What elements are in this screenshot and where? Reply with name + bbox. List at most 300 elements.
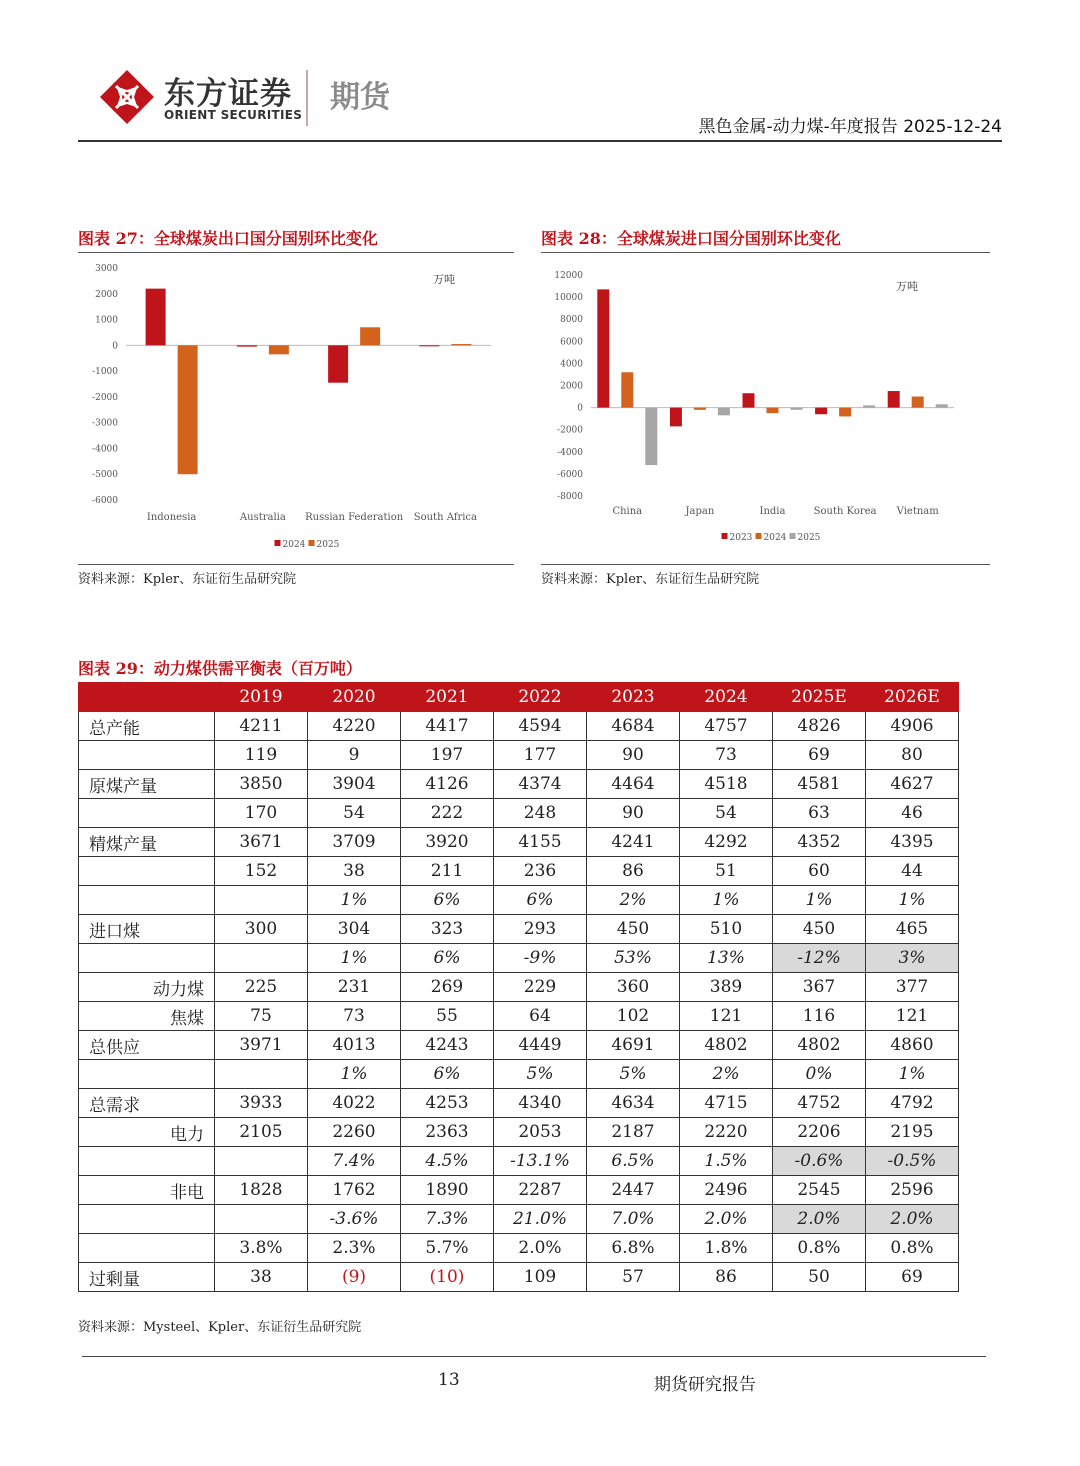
- figure-28-bottom-rule: [541, 564, 990, 565]
- table-cell: 236: [494, 857, 587, 886]
- legend-label-2024: 2024: [282, 540, 306, 550]
- table-29-source: 资料来源：Mysteel、Kpler、东证衍生品研究院: [78, 1320, 362, 1335]
- table-cell: 90: [587, 741, 680, 770]
- table-cell: 231: [308, 973, 401, 1002]
- row-label: [79, 1060, 215, 1089]
- table-cell: 0%: [773, 1060, 866, 1089]
- header-cell-year: 2023: [587, 683, 680, 712]
- table-cell: 3971: [215, 1031, 308, 1060]
- bar-2023-india: [743, 393, 755, 407]
- table-cell: 7.4%: [308, 1147, 401, 1176]
- table-row: [79, 1118, 959, 1147]
- table-29-title: 图表 29：动力煤供需平衡表（百万吨）: [78, 659, 362, 678]
- table-cell: 360: [587, 973, 680, 1002]
- table-cell: 2.0%: [773, 1205, 866, 1234]
- row-label: 非电: [79, 1176, 215, 1205]
- table-cell: 69: [866, 1263, 959, 1292]
- table-cell: 119: [215, 741, 308, 770]
- table-cell: 80: [866, 741, 959, 770]
- category-label: Japan: [685, 506, 715, 517]
- y-tick-label: 4000: [560, 359, 583, 370]
- table-cell: 1828: [215, 1176, 308, 1205]
- table-cell: 44: [866, 857, 959, 886]
- table-cell: 4211: [215, 712, 308, 741]
- table-cell: 1%: [308, 886, 401, 915]
- table-cell: 63: [773, 799, 866, 828]
- table-cell: 6%: [401, 944, 494, 973]
- table-row: [79, 886, 959, 915]
- table-cell: 389: [680, 973, 773, 1002]
- table-cell: 4684: [587, 712, 680, 741]
- y-tick-label: 3000: [95, 264, 118, 274]
- header-cell-year: 2024: [680, 683, 773, 712]
- table-cell: 0.8%: [773, 1234, 866, 1263]
- table-cell: 54: [680, 799, 773, 828]
- table-cell: 3671: [215, 828, 308, 857]
- table-cell: 4.5%: [401, 1147, 494, 1176]
- table-cell: 4352: [773, 828, 866, 857]
- bar-2024-south-africa: [419, 345, 439, 346]
- table-cell: 3709: [308, 828, 401, 857]
- y-tick-label: -1000: [92, 367, 118, 378]
- legend-label-2025: 2025: [797, 533, 821, 543]
- figure-27: [78, 226, 514, 586]
- y-tick-label: -6000: [92, 496, 118, 506]
- y-tick-label: 0: [112, 341, 118, 352]
- table-cell: 2%: [680, 1060, 773, 1089]
- header-cell-year: 2020: [308, 683, 401, 712]
- table-cell: 2053: [494, 1118, 587, 1147]
- row-label: 原煤产量: [79, 770, 215, 799]
- bar-2024-south-korea: [839, 408, 851, 417]
- bar-2025-russian-federation: [360, 327, 380, 345]
- table-cell: 3.8%: [215, 1234, 308, 1263]
- row-label: [79, 1205, 215, 1234]
- table-cell: 4464: [587, 770, 680, 799]
- table-cell: 121: [680, 1002, 773, 1031]
- table-cell: 177: [494, 741, 587, 770]
- table-cell: 7.0%: [587, 1205, 680, 1234]
- legend-swatch-2025: [790, 533, 796, 539]
- y-tick-label: 8000: [560, 315, 583, 326]
- category-label: India: [759, 506, 786, 517]
- table-cell: [215, 1060, 308, 1089]
- table-cell: 38: [308, 857, 401, 886]
- table-cell: 38: [215, 1263, 308, 1292]
- logo-divider: [306, 70, 308, 126]
- table-cell: 5%: [587, 1060, 680, 1089]
- table-row: [79, 741, 959, 770]
- table-cell: 69: [773, 741, 866, 770]
- bar-2025-indonesia: [178, 345, 198, 474]
- row-label: 焦煤: [79, 1002, 215, 1031]
- figure-28: [541, 226, 990, 586]
- bar-2024-japan: [694, 408, 706, 410]
- table-cell: 86: [680, 1263, 773, 1292]
- page-number: 13: [438, 1370, 460, 1390]
- header-cell-year: 2022: [494, 683, 587, 712]
- header-cell-year: 2025E: [773, 683, 866, 712]
- table-row: [79, 1002, 959, 1031]
- table-cell: 170: [215, 799, 308, 828]
- bar-2023-japan: [670, 408, 682, 427]
- table-cell: 4449: [494, 1031, 587, 1060]
- table-cell: 73: [308, 1002, 401, 1031]
- row-label: 动力煤: [79, 973, 215, 1002]
- table-cell: 465: [866, 915, 959, 944]
- table-cell: 1762: [308, 1176, 401, 1205]
- table-cell: 6%: [401, 1060, 494, 1089]
- table-cell: 1.5%: [680, 1147, 773, 1176]
- legend-swatch-2025: [309, 540, 315, 546]
- table-row: [79, 1263, 959, 1292]
- row-label: [79, 1147, 215, 1176]
- category-label: South Korea: [813, 506, 877, 517]
- table-cell: 4792: [866, 1089, 959, 1118]
- figure-27-source: 资料来源：Kpler、东证衍生品研究院: [78, 572, 297, 587]
- report-title: 黑色金属-动力煤-年度报告 2025-12-24: [698, 117, 1002, 137]
- y-tick-label: -5000: [92, 470, 118, 481]
- header-cell-year: 2019: [215, 683, 308, 712]
- table-cell: 4253: [401, 1089, 494, 1118]
- supply-demand-table: [78, 682, 959, 1292]
- table-cell: 2287: [494, 1176, 587, 1205]
- table-cell: 53%: [587, 944, 680, 973]
- figure-27-bottom-rule: [78, 564, 514, 565]
- row-label: 精煤产量: [79, 828, 215, 857]
- table-row: [79, 973, 959, 1002]
- table-cell: 73: [680, 741, 773, 770]
- table-cell: 4292: [680, 828, 773, 857]
- y-tick-label: -2000: [557, 425, 583, 436]
- table-cell: 1%: [866, 886, 959, 915]
- y-tick-label: -2000: [92, 392, 118, 403]
- brand-name-cn: 东方证券: [164, 76, 292, 112]
- table-cell: 377: [866, 973, 959, 1002]
- table-cell: 2.0%: [866, 1205, 959, 1234]
- y-tick-label: 2000: [95, 289, 118, 300]
- table-cell: 2220: [680, 1118, 773, 1147]
- figure-28-top-rule: [541, 252, 990, 253]
- export-change-chart: [78, 258, 514, 568]
- table-cell: 293: [494, 915, 587, 944]
- category-label: South Africa: [413, 512, 477, 523]
- bar-2025-south-africa: [451, 344, 471, 345]
- table-cell: 4860: [866, 1031, 959, 1060]
- table-cell: [215, 886, 308, 915]
- table-cell: 1%: [308, 944, 401, 973]
- y-tick-label: -4000: [92, 444, 118, 455]
- row-label: 总产能: [79, 712, 215, 741]
- table-cell: 6%: [494, 886, 587, 915]
- table-cell: 60: [773, 857, 866, 886]
- table-cell: 9: [308, 741, 401, 770]
- table-cell: 4826: [773, 712, 866, 741]
- table-cell: 248: [494, 799, 587, 828]
- category-label: Vietnam: [896, 506, 939, 517]
- table-cell: 109: [494, 1263, 587, 1292]
- table-cell: -0.5%: [866, 1147, 959, 1176]
- table-cell: 3850: [215, 770, 308, 799]
- table-row: [79, 857, 959, 886]
- legend-label-2024: 2024: [763, 533, 787, 543]
- brand-name-en: ORIENT SECURITIES: [164, 108, 303, 122]
- table-cell: 197: [401, 741, 494, 770]
- table-cell: 21.0%: [494, 1205, 587, 1234]
- table-cell: 450: [773, 915, 866, 944]
- table-cell: 4906: [866, 712, 959, 741]
- table-cell: 2596: [866, 1176, 959, 1205]
- y-tick-label: -8000: [557, 492, 583, 502]
- table-cell: [215, 1147, 308, 1176]
- footer-rule: [82, 1356, 986, 1357]
- figure-27-title: 图表 27：全球煤炭出口国分国别环比变化: [78, 229, 378, 248]
- table-row: [79, 1205, 959, 1234]
- row-label: [79, 799, 215, 828]
- table-cell: -3.6%: [308, 1205, 401, 1234]
- unit-label: 万吨: [896, 280, 918, 293]
- bar-2025-south-korea: [863, 405, 875, 407]
- table-cell: [215, 944, 308, 973]
- page-header: [78, 60, 1002, 142]
- footer-label: 期货研究报告: [654, 1375, 756, 1395]
- table-cell: 2545: [773, 1176, 866, 1205]
- header-cell-year: 2021: [401, 683, 494, 712]
- figure-28-source: 资料来源：Kpler、东证衍生品研究院: [541, 572, 760, 587]
- table-cell: 7.3%: [401, 1205, 494, 1234]
- category-label: China: [612, 506, 643, 517]
- row-label: [79, 857, 215, 886]
- table-cell: 2195: [866, 1118, 959, 1147]
- table-cell: 4022: [308, 1089, 401, 1118]
- y-tick-label: 1000: [95, 315, 118, 326]
- table-cell: 64: [494, 1002, 587, 1031]
- table-row: [79, 799, 959, 828]
- legend-swatch-2023: [722, 533, 728, 539]
- y-tick-label: -3000: [92, 418, 118, 429]
- table-cell: -9%: [494, 944, 587, 973]
- table-cell: [215, 1205, 308, 1234]
- table-cell: 3%: [866, 944, 959, 973]
- table-cell: 86: [587, 857, 680, 886]
- table-cell: 229: [494, 973, 587, 1002]
- legend-swatch-2024: [275, 540, 281, 546]
- table-cell: 2105: [215, 1118, 308, 1147]
- table-cell: 4752: [773, 1089, 866, 1118]
- row-label: [79, 886, 215, 915]
- y-tick-label: 10000: [554, 293, 583, 304]
- bar-2024-india: [767, 408, 779, 414]
- table-cell: 4417: [401, 712, 494, 741]
- table-cell: 0.8%: [866, 1234, 959, 1263]
- table-cell: 2.0%: [680, 1205, 773, 1234]
- header-cell-label: [79, 683, 215, 712]
- table-cell: 54: [308, 799, 401, 828]
- table-cell: 50: [773, 1263, 866, 1292]
- row-label: [79, 741, 215, 770]
- bar-2023-south-korea: [815, 408, 827, 415]
- table-cell: 152: [215, 857, 308, 886]
- table-cell: 55: [401, 1002, 494, 1031]
- y-tick-label: 6000: [560, 337, 583, 348]
- row-label: 总需求: [79, 1089, 215, 1118]
- bar-2025-india: [791, 408, 803, 410]
- table-cell: 1%: [680, 886, 773, 915]
- bar-2025-japan: [718, 408, 730, 416]
- table-cell: 4243: [401, 1031, 494, 1060]
- import-change-chart: [541, 258, 990, 568]
- table-cell: 2%: [587, 886, 680, 915]
- table-cell: 367: [773, 973, 866, 1002]
- bar-2024-vietnam: [912, 397, 924, 408]
- bar-2024-china: [621, 372, 633, 407]
- row-label: 电力: [79, 1118, 215, 1147]
- table-row: [79, 770, 959, 799]
- table-row: [79, 1176, 959, 1205]
- table-cell: 2.3%: [308, 1234, 401, 1263]
- unit-label: 万吨: [433, 273, 455, 286]
- y-tick-label: -4000: [557, 447, 583, 458]
- bar-2024-russian-federation: [328, 345, 348, 382]
- table-cell: 4715: [680, 1089, 773, 1118]
- table-cell: 450: [587, 915, 680, 944]
- table-cell: 5.7%: [401, 1234, 494, 1263]
- table-cell: 1%: [308, 1060, 401, 1089]
- table-cell: 4241: [587, 828, 680, 857]
- table-cell: 2363: [401, 1118, 494, 1147]
- y-tick-label: -6000: [557, 469, 583, 480]
- table-row: [79, 828, 959, 857]
- figure-27-top-rule: [78, 252, 514, 253]
- table-cell: 2496: [680, 1176, 773, 1205]
- table-row: [79, 1089, 959, 1118]
- table-cell: 1%: [773, 886, 866, 915]
- row-label: 进口煤: [79, 915, 215, 944]
- bar-2023-china: [597, 289, 609, 407]
- table-cell: 225: [215, 973, 308, 1002]
- legend-label-2023: 2023: [729, 533, 753, 543]
- legend-label-2025: 2025: [316, 540, 340, 550]
- table-cell: 6.5%: [587, 1147, 680, 1176]
- table-row: [79, 1234, 959, 1263]
- table-cell: 2187: [587, 1118, 680, 1147]
- table-cell: 300: [215, 915, 308, 944]
- bar-2024-australia: [237, 345, 257, 346]
- table-cell: 4691: [587, 1031, 680, 1060]
- table-cell: 57: [587, 1263, 680, 1292]
- y-tick-label: 0: [577, 403, 583, 414]
- row-label: [79, 1234, 215, 1263]
- table-cell: 4126: [401, 770, 494, 799]
- table-cell: -12%: [773, 944, 866, 973]
- table-cell: 4634: [587, 1089, 680, 1118]
- table-cell: 222: [401, 799, 494, 828]
- table-cell: 2.0%: [494, 1234, 587, 1263]
- table-cell: 46: [866, 799, 959, 828]
- orient-logo-icon: [98, 68, 156, 126]
- table-cell: 510: [680, 915, 773, 944]
- table-cell: 13%: [680, 944, 773, 973]
- table-cell: 4155: [494, 828, 587, 857]
- y-tick-label: 2000: [560, 381, 583, 392]
- table-cell: -13.1%: [494, 1147, 587, 1176]
- table-cell: 75: [215, 1002, 308, 1031]
- category-label: Russian Federation: [305, 512, 404, 523]
- table-row: [79, 944, 959, 973]
- table-cell: 3920: [401, 828, 494, 857]
- table-cell: 51: [680, 857, 773, 886]
- category-label: Australia: [239, 512, 286, 523]
- table-cell: 4395: [866, 828, 959, 857]
- row-label: 过剩量: [79, 1263, 215, 1292]
- bar-2024-indonesia: [146, 289, 166, 346]
- header-cell-year: 2026E: [866, 683, 959, 712]
- table-cell: 323: [401, 915, 494, 944]
- table-cell: 269: [401, 973, 494, 1002]
- bar-2023-vietnam: [888, 391, 900, 408]
- table-cell: 4802: [773, 1031, 866, 1060]
- category-label: Indonesia: [146, 512, 197, 523]
- table-cell: 4220: [308, 712, 401, 741]
- table-cell: 4374: [494, 770, 587, 799]
- table-cell: 90: [587, 799, 680, 828]
- row-label: [79, 944, 215, 973]
- table-cell: 4581: [773, 770, 866, 799]
- table-row: [79, 1031, 959, 1060]
- table-cell: (10): [401, 1263, 494, 1292]
- table-cell: 6.8%: [587, 1234, 680, 1263]
- table-cell: 4627: [866, 770, 959, 799]
- row-label: 总供应: [79, 1031, 215, 1060]
- table-cell: 304: [308, 915, 401, 944]
- table-row: [79, 1147, 959, 1176]
- table-header-row: [79, 683, 959, 712]
- table-cell: 6%: [401, 886, 494, 915]
- table-cell: 4013: [308, 1031, 401, 1060]
- legend-swatch-2024: [756, 533, 762, 539]
- table-cell: 1890: [401, 1176, 494, 1205]
- table-cell: 3933: [215, 1089, 308, 1118]
- table-cell: 4340: [494, 1089, 587, 1118]
- table-cell: 2206: [773, 1118, 866, 1147]
- table-cell: 211: [401, 857, 494, 886]
- table-cell: 1%: [866, 1060, 959, 1089]
- table-cell: 4757: [680, 712, 773, 741]
- bar-2025-vietnam: [936, 404, 948, 407]
- table-cell: (9): [308, 1263, 401, 1292]
- table-row: [79, 1060, 959, 1089]
- table-row: [79, 915, 959, 944]
- bar-2025-australia: [269, 345, 289, 354]
- table-cell: -0.6%: [773, 1147, 866, 1176]
- table-cell: 1.8%: [680, 1234, 773, 1263]
- table-cell: 3904: [308, 770, 401, 799]
- table-cell: 4518: [680, 770, 773, 799]
- table-cell: 2260: [308, 1118, 401, 1147]
- table-cell: 116: [773, 1002, 866, 1031]
- bar-2025-china: [645, 408, 657, 465]
- table-cell: 121: [866, 1002, 959, 1031]
- brand-division: 期货: [330, 80, 390, 115]
- table-cell: 102: [587, 1002, 680, 1031]
- table-cell: 2447: [587, 1176, 680, 1205]
- table-cell: 5%: [494, 1060, 587, 1089]
- table-row: [79, 712, 959, 741]
- figure-28-title: 图表 28：全球煤炭进口国分国别环比变化: [541, 229, 841, 248]
- table-cell: 4802: [680, 1031, 773, 1060]
- y-tick-label: 12000: [554, 271, 583, 281]
- table-cell: 4594: [494, 712, 587, 741]
